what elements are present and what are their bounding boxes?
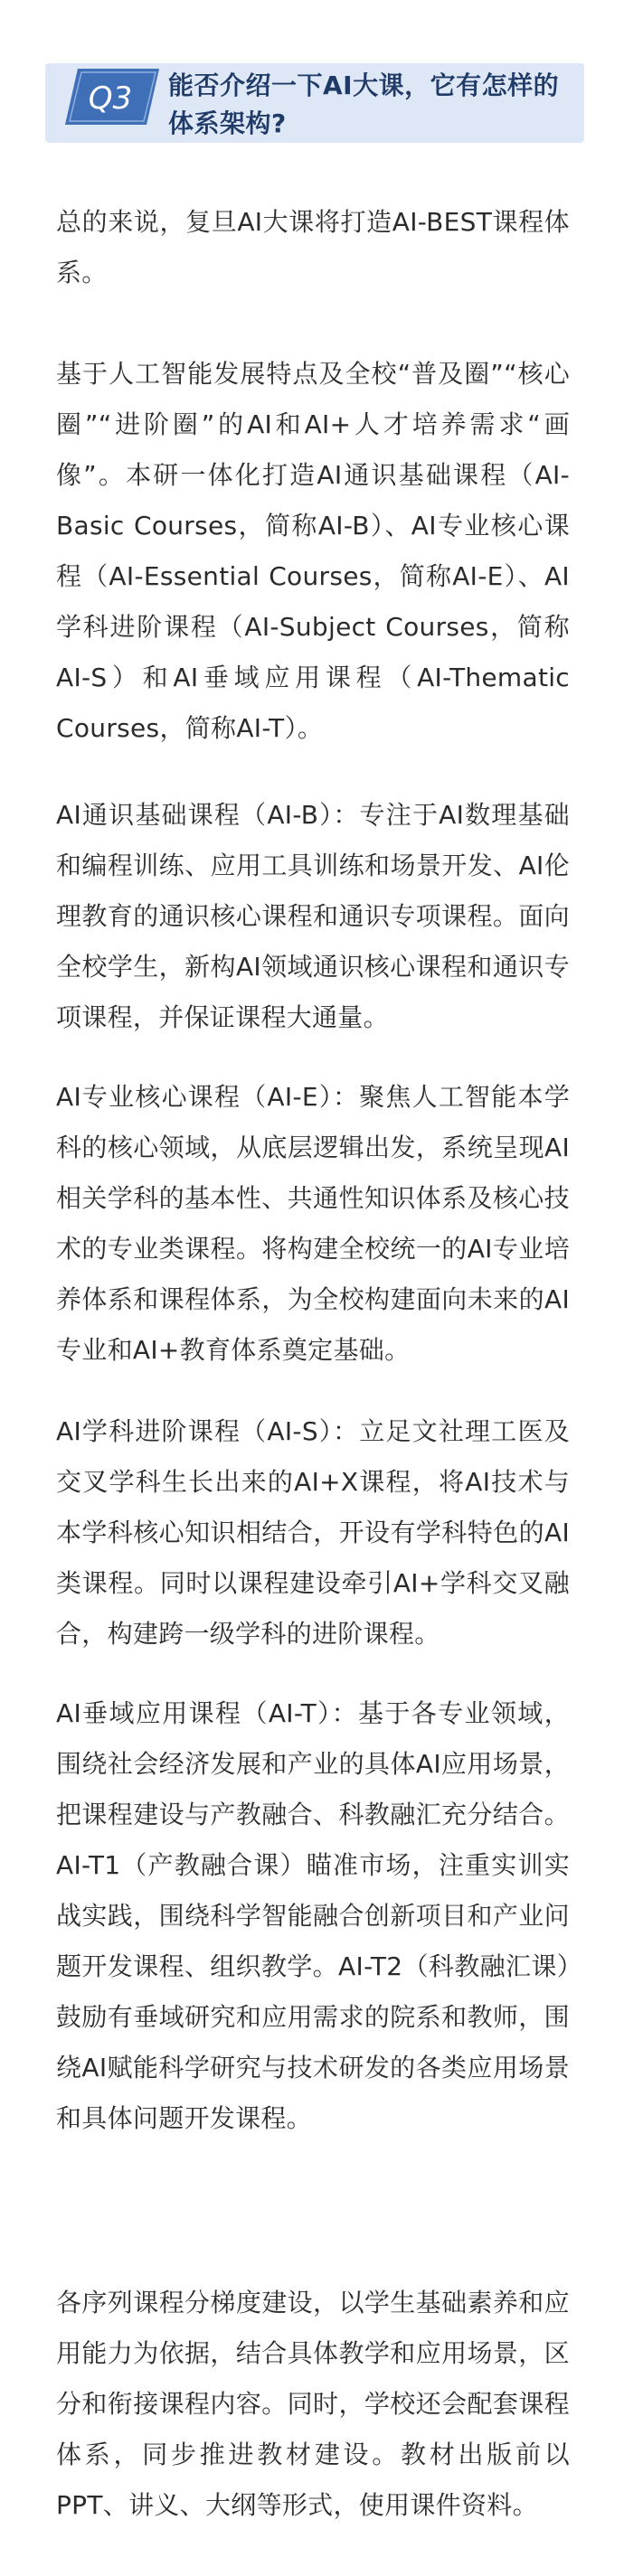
paragraph-gradient-build: 各序列课程分梯度建设，以学生基础素养和应用能力为依据，结合具体教学和应用场景，区分和衔接课程内容。同时，学校还会配套课程体系，同步推进教材建设。教材出版前以PPT、讲义、大纲等形式，使用课件资料。 [56,2288,570,2520]
paragraph-overview: 基于人工智能发展特点及全校“普及圈”“核心圈”“进阶圈”的AI和AI+人才培养需求“画像”。本研一体化打造AI通识基础课程（AI-Basic Courses，简称AI-B）、AI专业核心课程（AI-Essential Courses，简称AI-E）、AI学科进阶课程（AI-Subject Courses，简称AI-S）和AI垂域应用课程（AI-Thematic Courses，简称AI-T）。 [56,359,570,743]
paragraph-ai-b: AI通识基础课程（AI-B）：专注于AI数理基础和编程训练、应用工具训练和场景开发、AI伦理教育的通识核心课程和通识专项课程。面向全校学生，新构AI领域通识核心课程和通识专项课程，并保证课程大通量。 [56,800,570,1032]
question-title: 能否介绍一下AI大课，它有怎样的体系架构? [168,71,560,138]
question-number-badge [65,69,159,125]
paragraph-summary: 总的来说，复旦AI大课将打造AI-BEST课程体系。 [56,207,570,287]
paragraph-ai-s: AI学科进阶课程（AI-S）：立足文社理工医及交叉学科生长出来的AI+X课程，将AI技术与本学科核心知识相结合，开设有学科特色的AI类课程。同时以课程建设牵引AI+学科交叉融合，构建跨一级学科的进阶课程。 [56,1416,570,1649]
paragraph-ai-t: AI垂域应用课程（AI-T）：基于各专业领域，围绕社会经济发展和产业的具体AI应用场景，把课程建设与产教融合、科教融汇充分结合。AI-T1（产教融合课）瞄准市场，注重实训实战实践，围绕科学智能融合创新项目和产业问题开发课程、组织教学。AI-T2（科教融汇课）鼓励有垂域研究和应用需求的院系和教师，围绕AI赋能科学研究与技术研发的各类应用场景和具体问题开发课程。 [56,1698,570,2133]
paragraph-ai-e: AI专业核心课程（AI-E）：聚焦人工智能本学科的核心领域，从底层逻辑出发，系统呈现AI相关学科的基本性、共通性知识体系及核心技术的专业类课程。将构建全校统一的AI专业培养体系和课程体系，为全校构建面向未来的AI专业和AI+教育体系奠定基础。 [56,1082,570,1365]
question-number-label: Q3 [88,80,133,117]
badge-shape [65,69,159,125]
